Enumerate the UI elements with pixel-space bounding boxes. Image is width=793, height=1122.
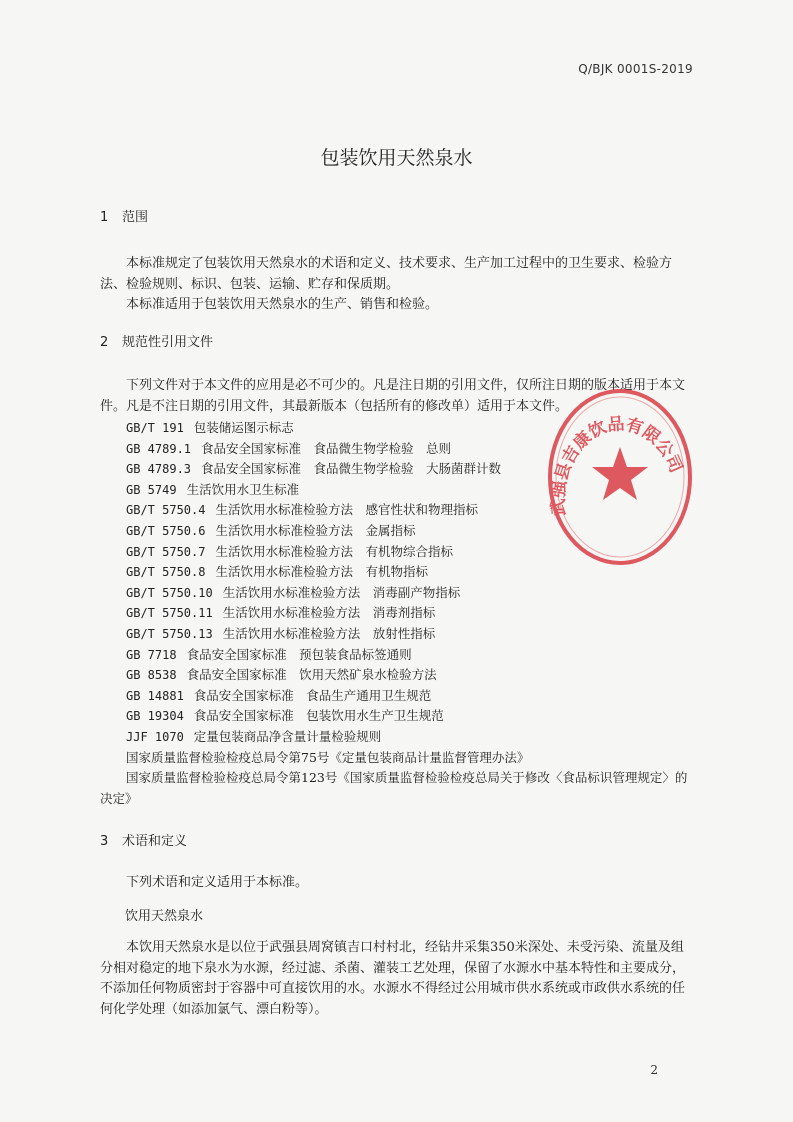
section-title: 术语和定义: [122, 834, 188, 849]
list-item: [100, 603, 695, 624]
list-item: [100, 645, 695, 666]
reference-title: 生活饮用水标准检验方法 感官性状和物理指标: [215, 502, 478, 518]
reference-code: GB 19304: [126, 709, 184, 724]
section-number: 2: [100, 335, 109, 350]
reference-code: GB/T 191: [126, 421, 184, 435]
company-seal: [545, 385, 695, 570]
section-title: 规范性引用文件: [122, 335, 214, 350]
reference-code: GB/T 5750.11: [126, 606, 213, 621]
star-icon: [592, 447, 648, 500]
page-title: 包装饮用天然泉水: [320, 147, 473, 169]
reference-title: 生活饮用水卫生标准: [186, 481, 300, 497]
section-heading-scope: [100, 206, 148, 225]
list-item: [100, 624, 695, 645]
reference-code: GB 14881: [126, 688, 184, 703]
page-number: 2: [650, 1063, 658, 1077]
reference-code: GB 4789.1: [126, 441, 192, 456]
reference-title: 生活饮用水标准检验方法 消毒剂指标: [222, 605, 436, 621]
reference-code: GB 5749: [126, 482, 177, 497]
list-item: [100, 686, 695, 707]
reference-title: 食品安全国家标准 食品微生物学检验 大肠菌群计数: [201, 461, 502, 477]
reference-code: GB 7718: [126, 647, 177, 662]
reference-title: 食品安全国家标准 饮用天然矿泉水检验方法: [186, 667, 437, 683]
section-heading-terms: [100, 830, 187, 849]
reference-title: 生活饮用水标准检验方法 有机物综合指标: [215, 543, 453, 559]
reference-code: GB/T 5750.13: [126, 626, 213, 641]
order-item: 国家质量监督检验检疫总局令第75号《定量包装商品计量监督管理办法》: [126, 749, 530, 765]
section-number: 1: [100, 210, 109, 225]
reference-code: GB 8538: [126, 668, 177, 683]
reference-code: GB/T 5750.8: [126, 565, 206, 580]
reference-title: 生活饮用水标准检验方法 有机物指标: [215, 564, 428, 580]
term-name: 饮用天然泉水: [125, 909, 204, 924]
section-title: 范围: [122, 210, 149, 225]
list-item: [100, 727, 695, 748]
reference-title: 生活饮用水标准检验方法 金属指标: [215, 522, 416, 538]
document-number: Q/BJK 0001S-2019: [578, 62, 693, 76]
list-item: [100, 583, 695, 604]
scope-paragraph-1: 本标准规定了包装饮用天然泉水的术语和定义、技术要求、生产加工过程中的卫生要求、检验方法、检验规则、标识、包装、运输、贮存和保质期。: [100, 256, 673, 292]
terms-intro: 下列术语和定义适用于本标准。: [126, 875, 309, 890]
reference-code: GB 4789.3: [126, 462, 192, 477]
references-intro: 下列文件对于本文件的应用是必不可少的。凡是注日期的引用文件，仅所注日期的版本适用于本文件。凡是不注日期的引用文件，其最新版本（包括所有的修改单）适用于本文件。: [100, 378, 686, 414]
reference-code: GB/T 5750.7: [126, 544, 206, 559]
reference-title: 生活饮用水标准检验方法 放射性指标: [222, 625, 436, 641]
reference-code: JJF 1070: [126, 729, 184, 744]
reference-code: GB/T 5750.4: [126, 503, 206, 518]
reference-title: 包装储运图示标志: [193, 420, 294, 435]
reference-code: GB/T 5750.6: [126, 523, 206, 538]
scope-paragraph-2: 本标准适用于包装饮用天然泉水的生产、销售和检验。: [126, 297, 439, 312]
reference-title: 食品安全国家标准 预包装食品标签通则: [186, 646, 412, 662]
reference-title: 生活饮用水标准检验方法 消毒副产物指标: [222, 584, 461, 600]
reference-title: 定量包装商品净含量计量检验规则: [193, 728, 382, 744]
reference-code: GB/T 5750.10: [126, 585, 213, 600]
list-item: [100, 706, 695, 727]
term-definition: 本饮用天然泉水是以位于武强县周窝镇吉口村村北，经钻井采集350米深处、未受污染、流量及组分相对稳定的地下泉水为水源，经过滤、杀菌、灌装工艺处理，保留了水源水中基本特性和主要成分，不添加任何物质密封于容器中可直接饮用的水。水源水不得经过公用城市供水系统或市政供水系统的任何化学处理（如添加氯气、漂白粉等）。: [100, 940, 686, 1017]
list-item: [100, 665, 695, 686]
order-item: 国家质量监督检验检疫总局令第123号《国家质量监督检验检疫总局关于修改〈食品标识管理规定〉的决定》: [100, 770, 688, 806]
reference-title: 食品安全国家标准 食品生产通用卫生规范: [193, 687, 432, 703]
reference-title: 食品安全国家标准 食品微生物学检验 总则: [201, 440, 452, 456]
section-number: 3: [100, 834, 109, 849]
seal-text: 武强县吉康饮品有限公司: [548, 414, 686, 517]
reference-title: 食品安全国家标准 包装饮用水生产卫生规范: [193, 708, 444, 724]
section-heading-references: [100, 331, 213, 350]
